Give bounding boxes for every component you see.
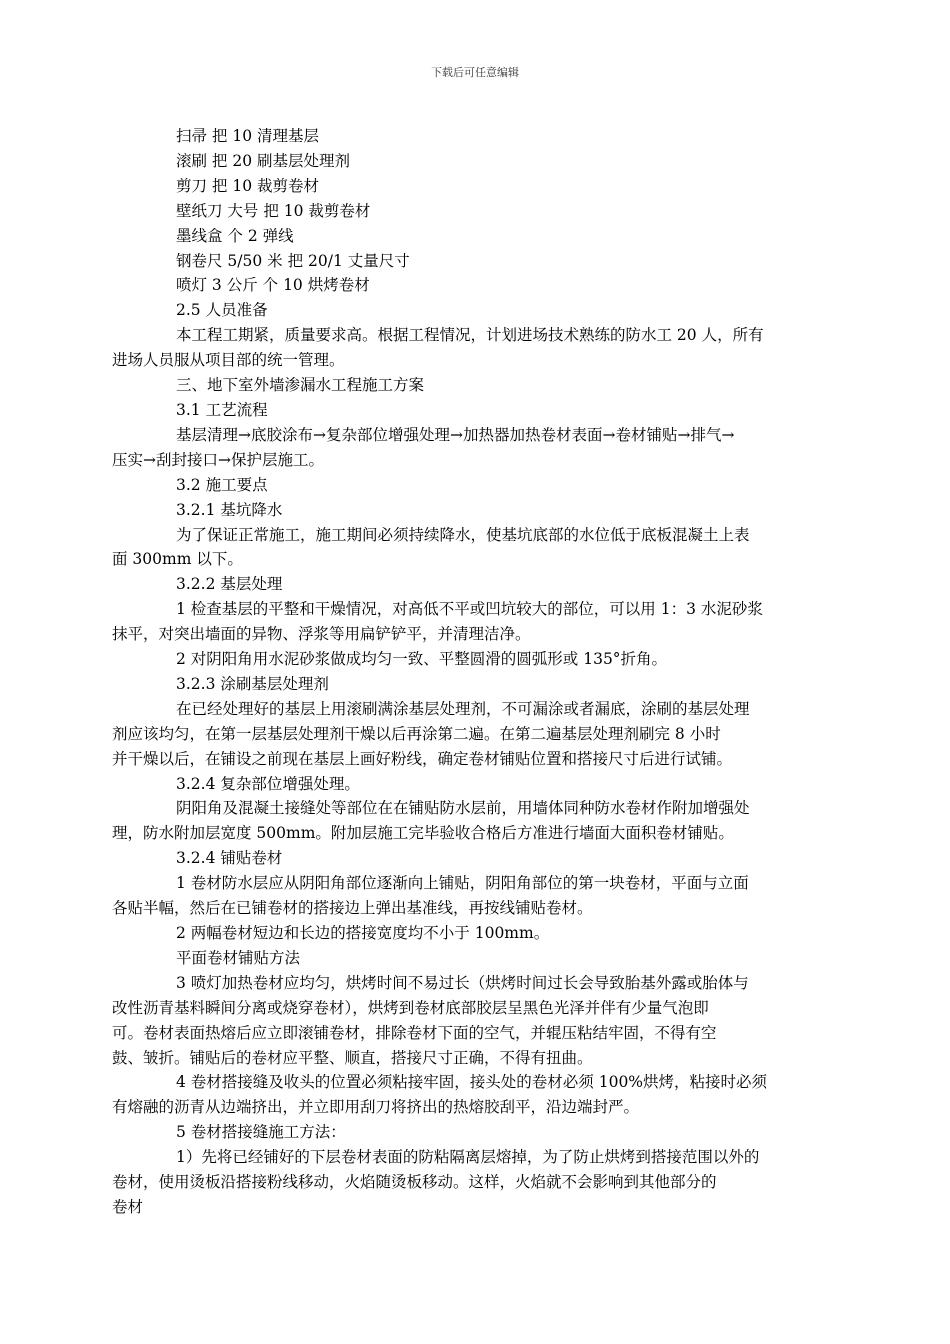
paragraph (144, 498, 808, 523)
text-line: 在已经处理好的基层上用滚刷满涂基层处理剂，不可漏涂或者漏底，涂刷的基层处理 (176, 699, 750, 718)
paragraph (112, 423, 808, 473)
paragraph (112, 971, 808, 1071)
paragraph (144, 846, 808, 871)
text-line: 3.2.4 复杂部位增强处理。 (176, 774, 360, 793)
paragraph (144, 398, 808, 423)
text-line: 基层清理→底胶涂布→复杂部位增强处理→加热器加热卷材表面→卷材铺贴→排气→ (176, 425, 735, 444)
paragraph (144, 174, 808, 199)
paragraph (112, 1070, 808, 1120)
text-line: 2.5 人员准备 (176, 301, 268, 320)
text-line: 3.2.2 基层处理 (176, 575, 283, 594)
text-line: 墨线盒 个 2 弹线 (176, 226, 294, 245)
paragraph (112, 871, 808, 921)
paragraph (144, 946, 808, 971)
text-line: 为了保证正常施工，施工期间必须持续降水，使基坑底部的水位低于底板混凝土上表 (176, 525, 750, 544)
paragraph (144, 149, 808, 174)
text-line: 进场人员服从项目部的统一管理。 (112, 351, 345, 370)
paragraph (112, 597, 808, 647)
text-line: 喷灯 3 公斤 个 10 烘烤卷材 (176, 276, 370, 295)
text-line: 三、地下室外墙渗漏水工程施工方案 (176, 376, 425, 395)
text-line: 改性沥青基料瞬间分离或烧穿卷材），烘烤到卷材底部胶层呈黑色光泽并伴有少量气泡即 (112, 998, 709, 1017)
text-line: 鼓、皱折。铺贴后的卷材应平整、顺直，搭接尺寸正确，不得有扭曲。 (112, 1048, 593, 1067)
paragraph (144, 249, 808, 274)
text-line: 可。卷材表面热熔后应立即滚铺卷材，排除卷材下面的空气，并辊压粘结牢固，不得有空 (112, 1023, 717, 1042)
paragraph (144, 1120, 808, 1145)
text-line: 面 300mm 以下。 (112, 550, 243, 569)
paragraph (144, 199, 808, 224)
paragraph (144, 373, 808, 398)
paragraph (144, 124, 808, 149)
text-line: 壁纸刀 大号 把 10 裁剪卷材 (176, 201, 371, 220)
paragraph (144, 672, 808, 697)
paragraph (144, 273, 808, 298)
paragraph (144, 572, 808, 597)
text-line: 2 对阴阳角用水泥砂浆做成均匀一致、平整圆滑的圆弧形或 135°折角。 (176, 650, 668, 669)
text-line: 卷材 (112, 1197, 144, 1216)
paragraph (112, 697, 808, 772)
paragraph (112, 796, 808, 846)
text-line: 抹平，对突出墙面的异物、浮浆等用扁铲铲平，并清理洁净。 (112, 625, 531, 644)
text-line: 1 卷材防水层应从阴阳角部位逐渐向上铺贴，阴阳角部位的第一块卷材，平面与立面 (176, 874, 749, 893)
text-line: 剂应该均匀，在第一层基层处理剂干燥以后再涂第二遍。在第二遍基层处理剂刷完 8 小时 (112, 724, 721, 743)
text-line: 阴阳角及混凝土接缝处等部位在在铺贴防水层前，用墙体同种防水卷材作附加增强处 (176, 799, 750, 818)
text-line: 剪刀 把 10 裁剪卷材 (176, 176, 320, 195)
text-line: 3.1 工艺流程 (176, 400, 268, 419)
text-line: 卷材，使用烫板沿搭接粉线移动，火焰随烫板移动。这样，火焰就不会影响到其他部分的 (112, 1173, 717, 1192)
text-line: 5 卷材搭接缝施工方法： (176, 1123, 346, 1142)
text-line: 平面卷材铺贴方法 (176, 948, 301, 967)
paragraph (112, 523, 808, 573)
paragraph (144, 224, 808, 249)
text-line: 1）先将已经铺好的下层卷材表面的防粘隔离层熔掉，为了防止烘烤到搭接范围以外的 (176, 1148, 760, 1167)
text-line: 3.2.1 基坑降水 (176, 500, 283, 519)
text-line: 2 两幅卷材短边和长边的搭接宽度均不小于 100mm。 (176, 924, 550, 942)
paragraph (112, 323, 808, 373)
paragraph (144, 298, 808, 323)
text-line: 3.2.4 铺贴卷材 (176, 849, 283, 868)
text-line: 并干燥以后，在铺设之前现在基层上画好粉线，确定卷材铺贴位置和搭接尺寸后进行试铺。 (112, 749, 733, 768)
paragraph (144, 772, 808, 797)
paragraph (112, 1145, 808, 1220)
paragraph (144, 473, 808, 498)
paragraph (144, 647, 808, 672)
text-line: 滚刷 把 20 刷基层处理剂 (176, 151, 351, 170)
text-line: 3.2 施工要点 (176, 475, 268, 494)
text-line: 4 卷材搭接缝及收头的位置必须粘接牢固，接头处的卷材必须 100%烘烤，粘接时必须 (176, 1073, 768, 1092)
text-line: 本工程工期紧，质量要求高。根据工程情况，计划进场技术熟练的防水工 20 人，所有 (176, 326, 764, 345)
text-line: 压实→刮封接口→保护层施工。 (112, 450, 324, 469)
text-line: 理，防水附加层宽度 500mm。附加层施工完毕验收合格后方准进行墙面大面积卷材铺贴。 (112, 824, 734, 843)
document-body (112, 124, 808, 1220)
text-line: 各贴半幅，然后在已铺卷材的搭接边上弹出基准线，再按线铺贴卷材。 (112, 899, 593, 918)
text-line: 有熔融的沥青从边端挤出，并立即用刮刀将挤出的热熔胶刮平，沿边端封严。 (112, 1098, 640, 1117)
paragraph (144, 921, 808, 946)
text-line: 扫帚 把 10 清理基层 (176, 127, 320, 145)
text-line: 1 检查基层的平整和干燥情况，对高低不平或凹坑较大的部位，可以用 1：3 水泥砂浆 (176, 600, 763, 619)
text-line: 钢卷尺 5/50 米 把 20/1 丈量尺寸 (176, 251, 410, 270)
text-line: 3.2.3 涂刷基层处理剂 (176, 674, 329, 693)
page-header: 下载后可任意编辑 (431, 66, 519, 79)
text-line: 3 喷灯加热卷材应均匀，烘烤时间不易过长（烘烤时间过长会导致胎基外露或胎体与 (176, 973, 749, 992)
